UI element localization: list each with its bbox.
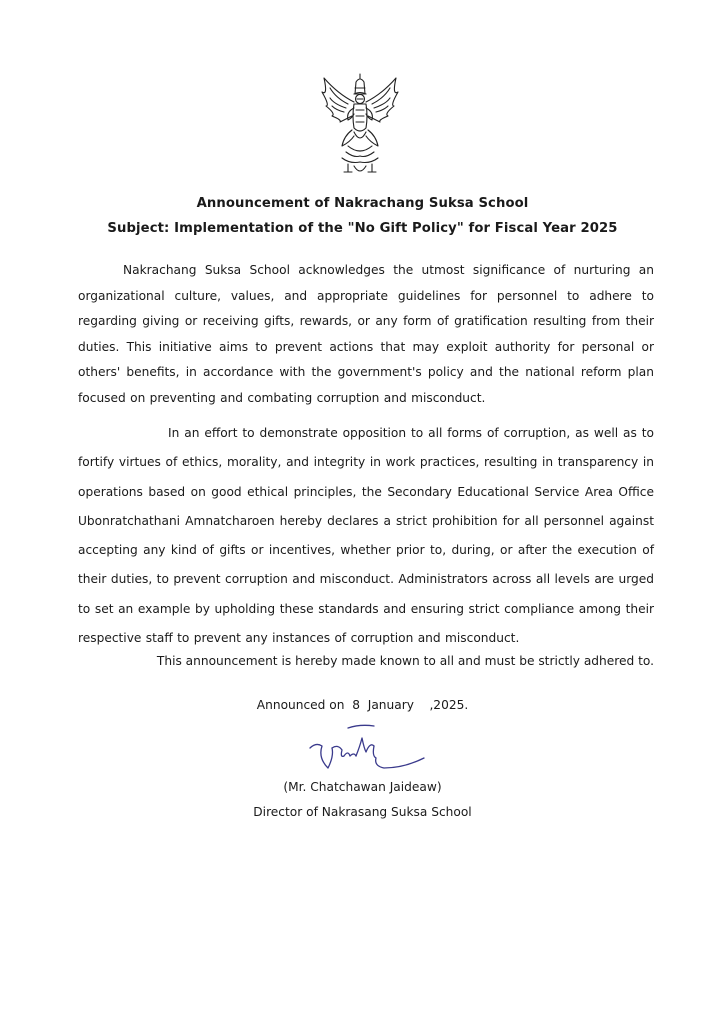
announcement-subject: Subject: Implementation of the "No Gift Policy" for Fiscal Year 2025	[107, 221, 618, 236]
announced-day: 8	[352, 698, 360, 712]
closing-statement: This announcement is hereby made known to all and must be strictly adhered to.	[156, 654, 654, 668]
signer-name: (Mr. Chatchawan Jaideaw)	[283, 780, 442, 794]
announcement-date	[0, 698, 725, 712]
handwritten-signature-icon	[304, 722, 428, 774]
announced-year: ,2025.	[429, 698, 469, 712]
announced-month: January	[367, 698, 414, 712]
body-paragraph-2: In an effort to demonstrate opposition to all forms of corruption, as well as to fortify virtues of ethics, morality, and integrity in work practices, resulting in transparency in operations based on good ethical principles, the Secondary Educational Service Area Office Ubonratchathani Amnatcharoen hereby declares a strict prohibition for all personnel against accepting any kind of gifts or incentives, whether prior to, during, or after the execution of their duties, to prevent corruption and misconduct. Administrators across all levels are urged to set an example by upholding these standards and ensuring strict compliance among their respective staff to prevent any instances of corruption and misconduct.	[78, 426, 654, 646]
announcement-title: Announcement of Nakrachang Suksa School	[196, 196, 529, 211]
garuda-emblem-icon	[318, 72, 402, 180]
signer-title: Director of Nakrasang Suksa School	[253, 805, 472, 819]
body-paragraph-1: Nakrachang Suksa School acknowledges the utmost significance of nurturing an organizational culture, values, and appropriate guidelines for personnel to adhere to regarding giving or receiving gifts, rewards, or any form of gratification resulting from their duties. This initiative aims to prevent actions that may exploit authority for personal or others' benefits, in accordance with the government's policy and the national reform plan focused on preventing and combating corruption and misconduct.	[78, 263, 654, 405]
announced-prefix: Announced on	[256, 698, 345, 712]
